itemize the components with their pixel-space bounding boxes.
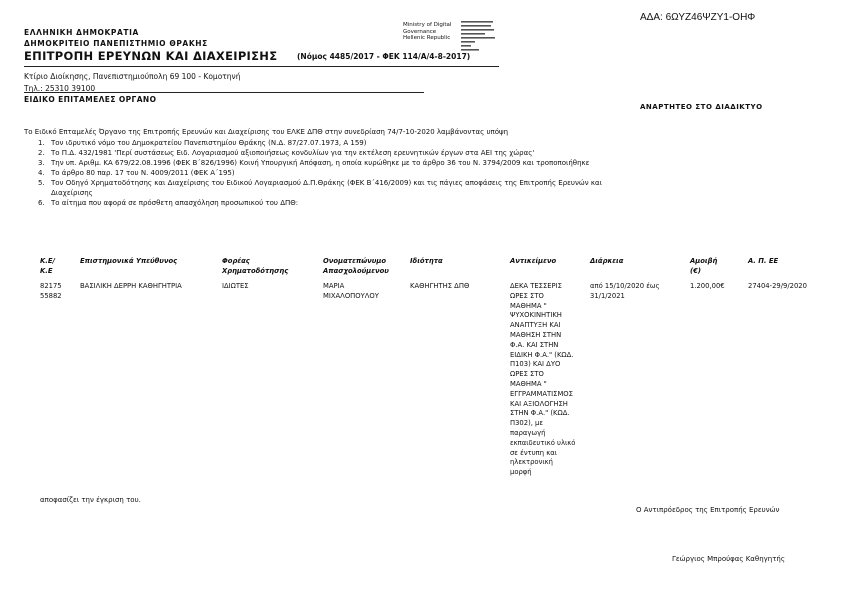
header-divider: [24, 66, 499, 67]
list-item: 1. Τον ιδρυτικό νόμο του Δημοκρατείου Πανεπιστημίου Θράκης (Ν.Δ. 87/27.07.1973, Α 159): [38, 139, 367, 147]
address: Κτίριο Διοίκησης, Πανεπιστημιούπολη 69 100 - Κομοτηνή: [24, 72, 241, 81]
cell-property: ΚΑΘΗΓΗΤΗΣ ΔΠΘ: [410, 282, 470, 290]
col-header-property: Ιδιότητα: [410, 257, 443, 265]
organ-title: ΕΙΔΙΚΟ ΕΠΙΤΑΜΕΛΕΣ ΟΡΓΑΝΟ: [24, 95, 157, 104]
phone: Τηλ.: 25310 39100: [24, 84, 96, 93]
considerations-list: [38, 138, 602, 208]
cell-duration: από 15/10/2020 έως 31/1/2021: [590, 282, 660, 300]
list-item: 4. Το άρθρο 80 παρ. 17 του Ν. 4009/2011 (ΦΕΚ Α΄195): [38, 169, 235, 177]
header-university: ΔΗΜΟΚΡΙΤΕΙΟ ΠΑΝΕΠΙΣΤΗΜΙΟ ΘΡΑΚΗΣ: [24, 39, 208, 48]
col-header-fee: Αμοιβή (€): [690, 257, 718, 275]
header-republic: ΕΛΛΗΝΙΚΗ ΔΗΜΟΚΡΑΤΙΑ: [24, 28, 139, 37]
col-header-name: Ονοματεπώνυμο Απασχολούμενου: [323, 257, 389, 275]
col-header-ap: Α. Π. ΕΕ: [748, 257, 779, 265]
cell-funder: ΙΔΙΩΤΕΣ: [222, 282, 249, 290]
contact-divider: [24, 92, 424, 93]
list-item: 3. Την υπ. Αριθμ. ΚΑ 679/22.08.1996 (ΦΕΚ Β΄826/1996) Κοινή Υπουργική Απόφαση, η οποία κυρώθηκε με το άρθρο 36 του Ν. 3794/2009 και τροποποιήθηκε: [38, 159, 590, 167]
digital-signature-graphic: [461, 20, 497, 56]
cell-name: ΜΑΡΙΑ ΜΙΧΑΛΟΠΟΥΛΟΥ: [323, 282, 379, 300]
list-item: 2. Το Π.Δ. 432/1981 'Περί συστάσεως Ειδ. Λογαριασμού αξιοποιήσεως κονδυλίων για την εκτέλεση ερευνητικών έργων στα ΑΕΙ της χώρας': [38, 149, 535, 157]
cell-ke: 82175 55882: [40, 282, 62, 300]
cell-ap: 27404-29/9/2020: [748, 282, 807, 290]
approval-text: αποφασίζει την έγκριση του.: [40, 496, 141, 504]
digital-seal: [403, 22, 451, 42]
list-item: 6. Το αίτημα που αφορά σε πρόσθετη απασχόληση προσωπικού του ΔΠΘ:: [38, 199, 299, 207]
col-header-funder: Φορέας Χρηματοδότησης: [222, 257, 289, 275]
signature-text-icon: [461, 20, 497, 54]
seal-line-3: Hellenic Republic: [403, 35, 451, 41]
seal-line-1: Ministry of Digital: [403, 22, 452, 28]
col-header-subject: Αντικείμενο: [510, 257, 557, 265]
col-header-supervisor: Επιστημονικά Υπεύθυνος: [80, 257, 178, 265]
publish-note: ΑΝΑΡΤΗΤΕΟ ΣΤΟ ΔΙΑΔΙΚΤΥΟ: [640, 103, 763, 111]
ada-code: ΑΔΑ: 6ΩΥΖ46ΨΖΥ1-ΟΗΦ: [640, 12, 756, 23]
seal-line-2: Governance: [403, 28, 437, 35]
cell-subject: ΔΕΚΑ ΤΕΣΣΕΡΙΣ ΩΡΕΣ ΣΤΟ ΜΑΘΗΜΑ " ΨΥΧΟΚΙΝΗΤΙΚΗ ΑΝΑΠΤΥΞΗ ΚΑΙ ΜΑΘΗΣΗ ΣΤΗΝ Φ.Α. ΚΑΙ ΣΤΗΝ ΕΙΔΙΚΗ Φ.Α." (ΚΩΔ. Π103) ΚΑΙ ΔΥΟ ΩΡΕΣ ΣΤΟ ΜΑΘΗΜΑ " ΕΓΓΡΑΜΜΑΤΙΣΜΟΣ ΚΑΙ ΑΞΙΟΛΟΓΗΣΗ ΣΤΗΝ Φ.Α." (ΚΩΔ. Π302), με παραγωγή εκπαιδευτικό υλικό σε έντυπη και ηλεκτρονική μορφή: [510, 282, 576, 477]
law-reference: (Νόμος 4485/2017 - ΦΕΚ 114/Α/4-8-2017): [297, 52, 471, 61]
col-header-duration: Διάρκεια: [590, 257, 624, 265]
intro-text: Το Ειδικό Επταμελές Όργανο της Επιτροπής Ερευνών και Διαχείρισης του ΕΛΚΕ ΔΠΘ στην συνεδρίαση 74/7-10-2020 λαμβάνοντας υπόψη: [24, 128, 509, 136]
col-header-ke: Κ.Ε/ Κ.Ε: [40, 257, 55, 275]
list-item: 5. Τον Οδηγό Χρηματοδότησης και Διαχείρισης του Ειδικού Λογαριασμού Δ.Π.Θράκης (ΦΕΚ Β΄416/2009) και τις πάγιες αποφάσεις της Επιτροπής Ερευνών και: [38, 179, 602, 187]
signer-name: Γεώργιος Μπρούφας Καθηγητής: [672, 555, 785, 563]
cell-supervisor: ΒΑΣΙΛΙΚΗ ΔΕΡΡΗ ΚΑΘΗΓΗΤΡΙΑ: [80, 282, 182, 290]
vice-president-title: Ο Αντιπρόεδρος της Επιτροπής Ερευνών: [636, 506, 780, 514]
cell-fee: 1.200,00€: [690, 282, 725, 290]
page-title: ΕΠΙΤΡΟΠΗ ΕΡΕΥΝΩΝ ΚΑΙ ΔΙΑΧΕΙΡΙΣΗΣ: [24, 49, 278, 63]
list-item-continuation: Διαχείρισης: [51, 189, 93, 197]
